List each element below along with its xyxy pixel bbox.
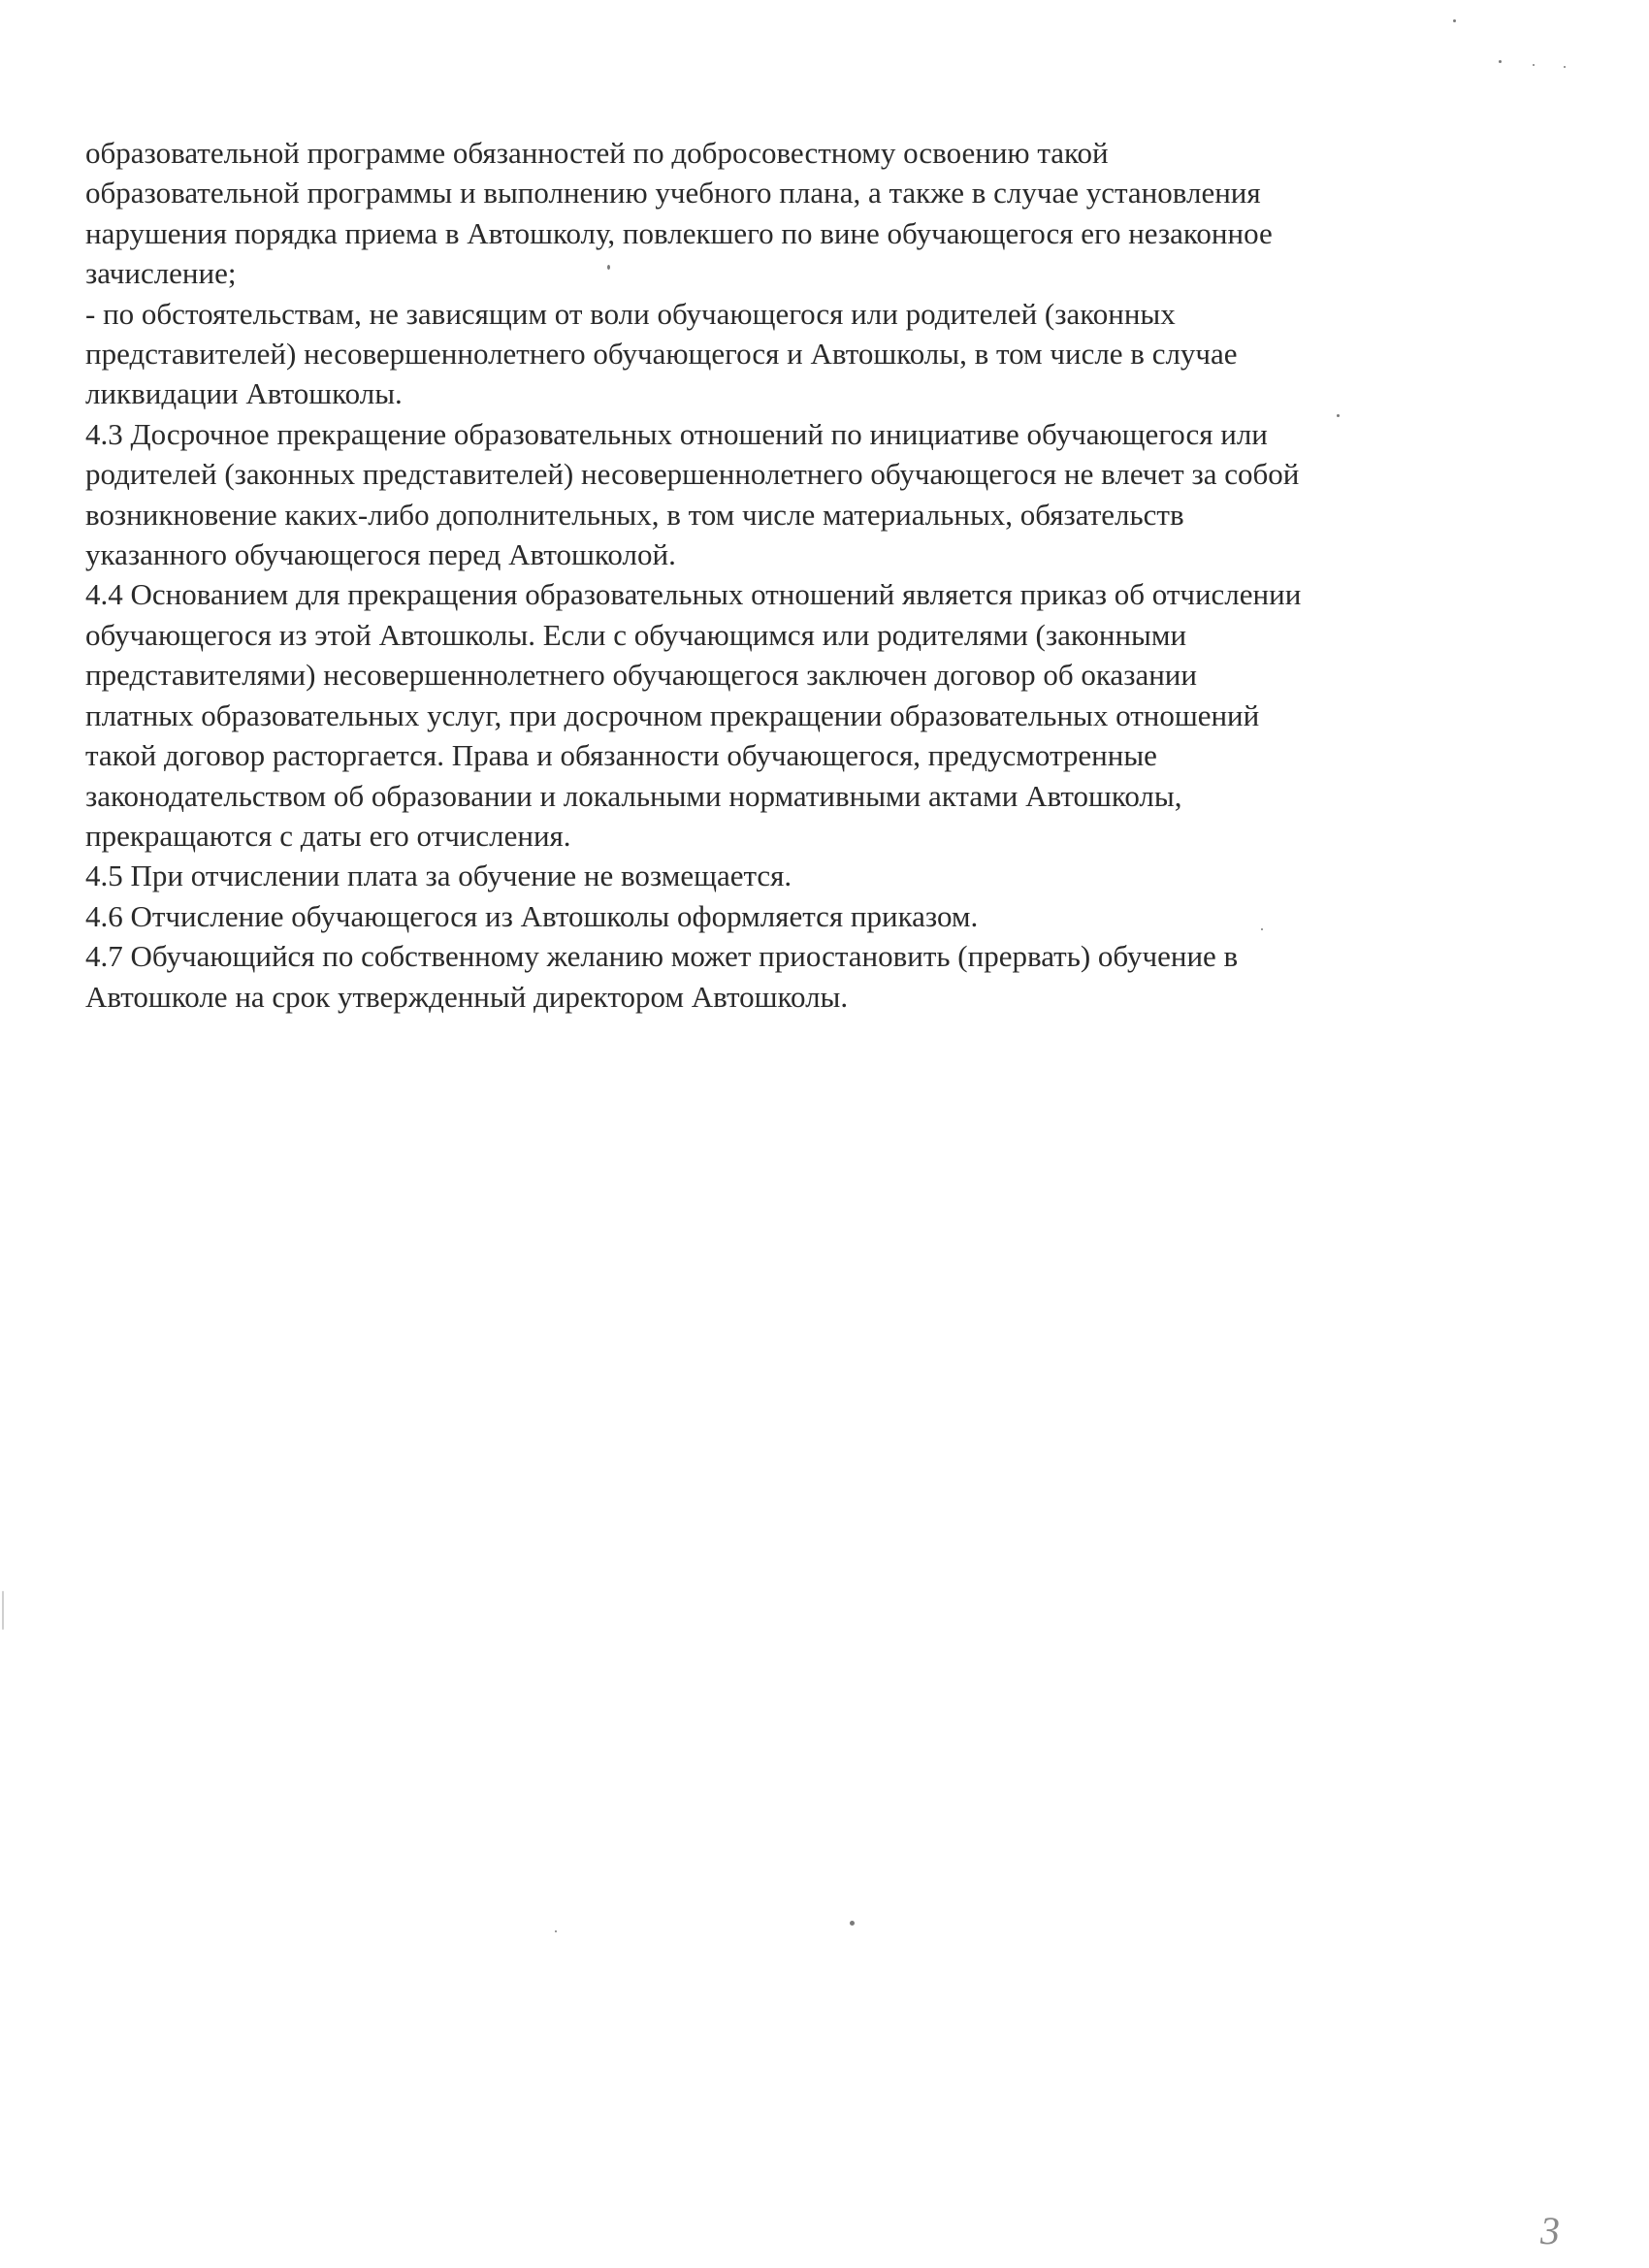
- clause-4-5-line: 4.5 При отчислении плата за обучение не возмещается.: [85, 859, 792, 893]
- scan-speck: [1337, 414, 1340, 417]
- text-line: ликвидации Автошколы.: [85, 376, 403, 411]
- text-line: родителей (законных представителей) несовершеннолетнего обучающегося не влечет за собой: [85, 457, 1300, 492]
- text-line: обучающегося из этой Автошколы. Если с обучающимся или родителями (законными: [85, 617, 1187, 652]
- text-line: платных образовательных услуг, при досрочном прекращении образовательных отношений: [85, 697, 1260, 732]
- scan-speck: [1499, 60, 1502, 63]
- text-line: зачисление;: [85, 256, 237, 291]
- text-line: Автошколе на срок утвержденный директором Автошколы.: [85, 979, 849, 1014]
- scan-speck: [555, 1930, 557, 1932]
- scan-speck: [850, 1921, 855, 1926]
- clause-4-6-line: 4.6 Отчисление обучающегося из Автошколы оформляется приказом.: [85, 898, 979, 933]
- text-line: нарушения порядка приема в Автошколу, повлекшего по вине обучающегося его незаконное: [85, 215, 1273, 250]
- clause-4-4-line: 4.4 Основанием для прекращения образовательных отношений является приказ об отчислении: [85, 577, 1302, 612]
- text-line: законодательством об образовании и локальными нормативными актами Автошколы,: [85, 778, 1182, 813]
- page-number: 3: [1540, 2209, 1560, 2252]
- text-line: указанного обучающегося перед Автошколой.: [85, 537, 676, 572]
- text-line: возникновение каких-либо дополнительных, в том числе материальных, обязательств: [85, 497, 1184, 532]
- clause-4-7-line: 4.7 Обучающийся по собственному желанию может приостановить (прервать) обучение в: [85, 939, 1239, 974]
- text-line: прекращаются с даты его отчисления.: [85, 818, 571, 853]
- text-line: представителями) несовершеннолетнего обучающегося заключен договор об оказании: [85, 658, 1197, 693]
- scan-speck: [2, 1591, 4, 1630]
- scan-speck: [1564, 66, 1566, 68]
- text-line: представителей) несовершеннолетнего обучающегося и Автошколы, в том числе в случае: [85, 337, 1238, 372]
- scan-speck: [1261, 928, 1263, 930]
- text-line: образовательной программы и выполнению учебного плана, а также в случае установления: [85, 176, 1261, 211]
- text-line: образовательной программе обязанностей по добросовестному освоению такой: [85, 136, 1109, 170]
- clause-4-3-line: 4.3 Досрочное прекращение образовательных отношений по инициативе обучающегося или: [85, 416, 1268, 451]
- text-line: такой договор расторгается. Права и обязанности обучающегося, предусмотренные: [85, 738, 1157, 773]
- scan-speck: [607, 265, 610, 270]
- document-body: [85, 133, 1540, 1017]
- scan-speck: [1533, 64, 1535, 66]
- list-item-line: - по обстоятельствам, не зависящим от воли обучающегося или родителей (законных: [85, 296, 1176, 331]
- scan-speck: [1453, 19, 1456, 22]
